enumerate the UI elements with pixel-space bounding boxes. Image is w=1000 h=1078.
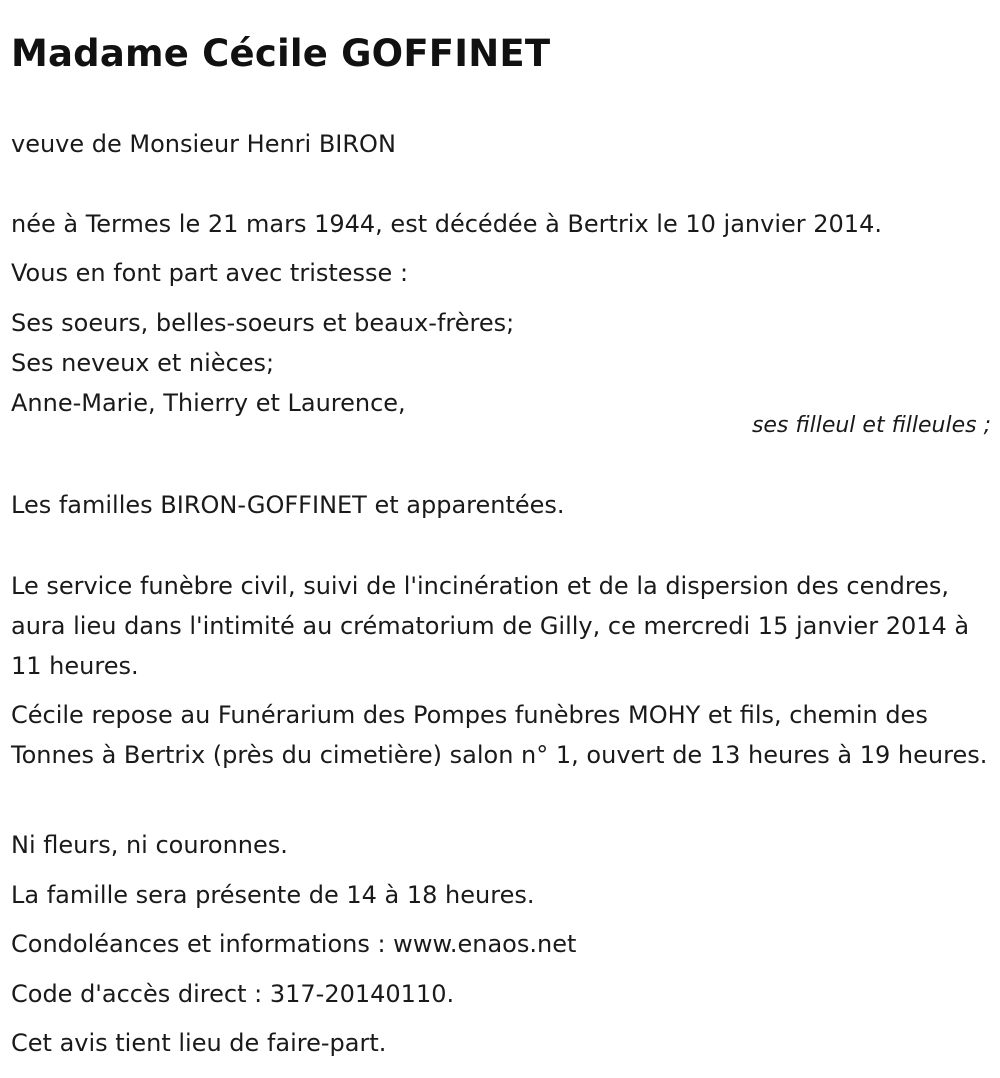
service-paragraph: Le service funèbre civil, suivi de l'incinération et de la dispersion des cendres, aura lieu dans l'intimité au crématorium de Gilly, ce mercredi 15 janvier 2014 à 11 heures.	[11, 572, 970, 680]
godchildren-names-line: Anne-Marie, Thierry et Laurence,	[11, 389, 406, 417]
spouse-line: veuve de Monsieur Henri BIRON	[11, 130, 396, 158]
condolences-line: Condoléances et informations : www.enaos.net	[11, 930, 577, 958]
birth-death-line: née à Termes le 21 mars 1944, est décédée à Bertrix le 10 janvier 2014.	[11, 210, 882, 238]
funerarium-paragraph: Cécile repose au Funérarium des Pompes funèbres MOHY et fils, chemin des Tonnes à Bertrix (près du cimetière) salon n° 1, ouvert de 13 heures à 19 heures.	[11, 701, 988, 769]
page-title: Madame Cécile GOFFINET	[11, 32, 551, 75]
family-nephews-line: Ses neveux et nièces;	[11, 349, 275, 377]
godchildren-role-text: ses filleul et filleules ;	[751, 413, 991, 438]
family-presence-line: La famille sera présente de 14 à 18 heures.	[11, 881, 535, 909]
closing-line: Cet avis tient lieu de faire-part.	[11, 1029, 387, 1057]
families-line: Les familles BIRON-GOFFINET et apparentées.	[11, 491, 565, 519]
announcement-line: Vous en font part avec tristesse :	[11, 259, 409, 287]
family-sisters-line: Ses soeurs, belles-soeurs et beaux-frères;	[11, 309, 515, 337]
access-code-line: Code d'accès direct : 317-20140110.	[11, 980, 455, 1008]
flowers-line: Ni fleurs, ni couronnes.	[11, 831, 288, 859]
